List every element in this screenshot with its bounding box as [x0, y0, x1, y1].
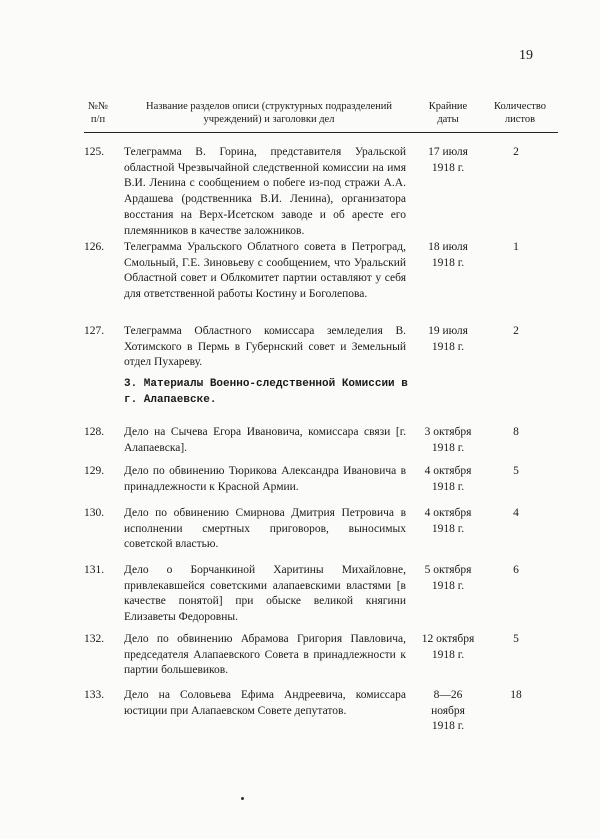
entry-count: 4 [513, 507, 519, 519]
entry-title: Дело о Борчанкиной Харитины Михайловне, привлекавшейся советскими алапаевскими властями [в качестве понятой] при обыске великой княгини Елизаветы Федоровны. [124, 564, 406, 624]
entry-number: 130. [84, 507, 105, 519]
entry-count: 2 [513, 146, 519, 158]
entry-count: 6 [513, 564, 519, 576]
entry-number: 126. [84, 241, 105, 253]
entry-date: 3 октября 1918 г. [424, 426, 472, 454]
header-dates: Крайние даты [428, 101, 468, 125]
entry-number: 127. [84, 325, 105, 337]
entry-count: 5 [513, 633, 519, 645]
scan-speck [241, 797, 244, 800]
header-number: №№ п/п [87, 101, 109, 125]
entry-date: 5 октября 1918 г. [424, 564, 472, 592]
section-heading: 3. Материалы Военно-следственной Комиссии в г. Алапаевске. [124, 378, 408, 406]
page-number: 19 [519, 48, 533, 63]
entry-number: 131. [84, 564, 105, 576]
entry-title: Дело по обвинению Абрамова Григория Павловича, председателя Алапаевского Совета в принадлежности к партии большевиков. [124, 633, 406, 677]
entry-number: 125. [84, 146, 105, 158]
entry-number: 132. [84, 633, 105, 645]
header-count: Количество листов [493, 101, 547, 125]
entry-number: 133. [84, 689, 105, 701]
entry-date: 8—26 ноября 1918 г. [431, 689, 465, 733]
entry-title: Телеграмма Областного комиссара земледелия В. Хотимского в Пермь в Губернский совет и Земельный отдел Пухареву. [124, 325, 406, 369]
entry-title: Дело на Сычева Егора Ивановича, комиссара связи [г. Алапаевска]. [124, 426, 406, 454]
entry-date: 4 октября 1918 г. [424, 465, 472, 493]
entry-number: 129. [84, 465, 105, 477]
entry-date: 12 октября 1918 г. [421, 633, 475, 661]
entry-count: 2 [513, 325, 519, 337]
entry-title: Телеграмма В. Горина, представителя Уральской областной Чрезвычайной следственной комиссии на имя В.И. Ленина с сообщением о побеге из-под стражи А.А. Ардашева (родственника В.И. Ленина), организатора восстания на Верх-Исетском заводе и об аресте его племянников в качестве заложников. [124, 146, 406, 237]
header-rule [84, 132, 558, 133]
entry-date: 18 июля 1918 г. [428, 241, 468, 269]
entry-count: 1 [513, 241, 519, 253]
entry-date: 19 июля 1918 г. [428, 325, 468, 353]
header-title: Название разделов описи (структурных подразделений учреждений) и заголовки дел [146, 101, 392, 125]
entry-date: 17 июля 1918 г. [428, 146, 468, 174]
entry-count: 18 [510, 689, 522, 701]
entry-count: 5 [513, 465, 519, 477]
entry-title: Дело по обвинению Смирнова Дмитрия Петровича в исполнении смертных приговоров, выносимых советской властью. [124, 507, 406, 551]
entry-title: Дело на Соловьева Ефима Андреевича, комиссара юстиции при Алапаевском Совете депутатов. [124, 689, 406, 717]
entry-title: Телеграмма Уральского Облатного совета в Петроград, Смольный, Г.Е. Зиновьеву с сообщением, что Уральский Областной совет и Облкомитет партии оставляют у себя для ответственной работы Костину и Боголепова. [124, 241, 406, 301]
entry-count: 8 [513, 426, 519, 438]
entry-number: 128. [84, 426, 105, 438]
entry-title: Дело по обвинению Тюрикова Александра Ивановича в принадлежности к Красной Армии. [124, 465, 406, 493]
entry-date: 4 октября 1918 г. [424, 507, 472, 535]
